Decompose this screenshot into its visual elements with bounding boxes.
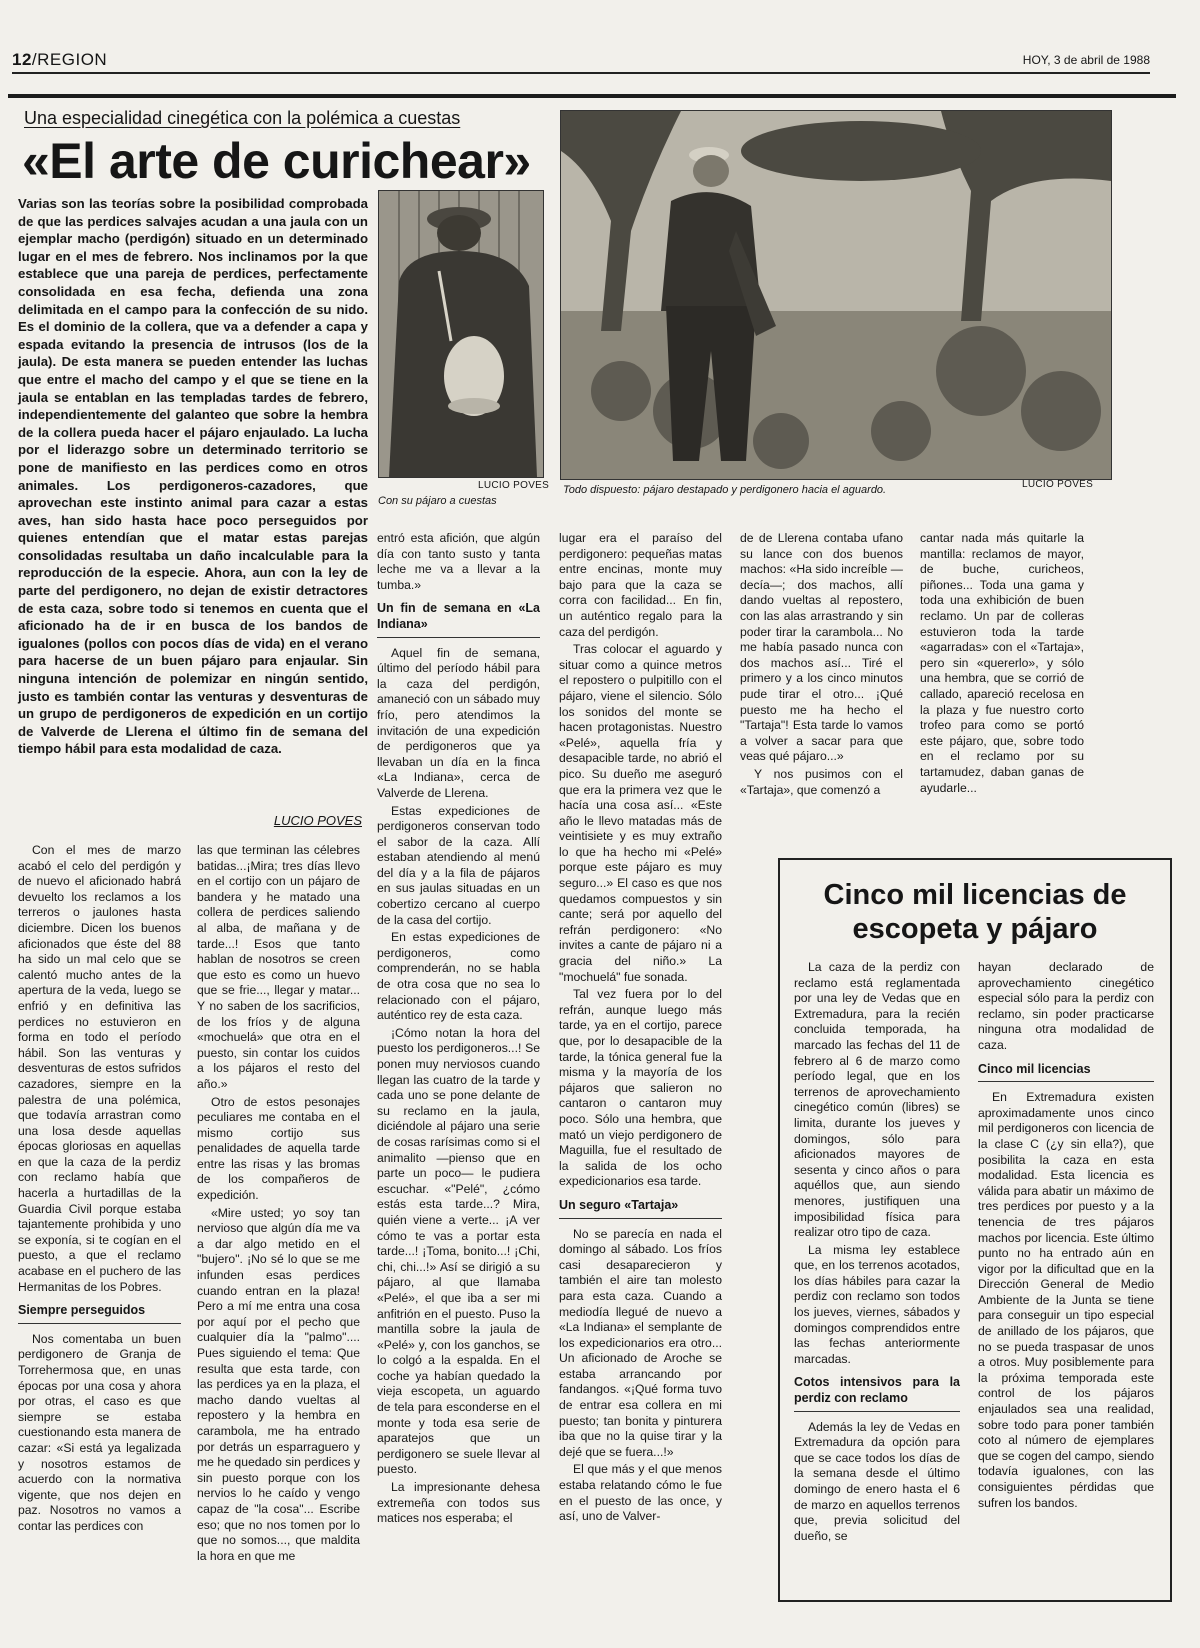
paragraph: Estas expediciones de perdigoneros conservan todo el sabor de la caza. Allí estaban atendiendo al menú del día y a la fila de pájaros en sus jaulas situadas en un cobertizo cercano al cuerpo de la casa del cortijo. <box>377 803 540 927</box>
paragraph: las que terminan las célebres batidas...¡Mira; tres días llevo en el cortijo con un pájaro de bandera y he matado una collera de perdices saliendo al alba, de mañana y de tarde...! Esos que tanto hablan de nosotros se creen que esto es como un huevo que se frie..., llegar y matar... Y no saben de los sacrificios, de los fríos y de alguna «mochuelá» que otra en el puesto, sin contar los cuidos a los pájaros el resto del año.» <box>197 843 360 1091</box>
photo-hunter-walking <box>560 110 1112 480</box>
photo1-caption: Con su pájaro a cuestas <box>378 495 497 507</box>
subhead-siempre-perseguidos: Siempre perseguidos <box>18 1303 181 1324</box>
paragraph: hayan declarado de aprovechamiento cinegético especial sólo para la perdiz con reclamo, sin poder practicarse ninguna otra modalidad de caza. <box>978 960 1154 1052</box>
paragraph: El que más y el que menos estaba relatando cómo le fue en el puesto de las once, y así, uno de Valver- <box>559 1462 722 1524</box>
top-rule <box>8 94 1176 98</box>
headline: «El arte de curichear» <box>22 133 531 189</box>
section-label <box>12 50 107 70</box>
paragraph: La misma ley establece que, en los terrenos acotados, los días hábiles para cazar la perdiz con reclamo son todos los jueves, viernes, sábados y domingos comprendidos entre las fechas anteriormente marcadas. <box>794 1242 960 1366</box>
paragraph: Tal vez fuera por lo del refrán, aunque luego más tarde, ya en el cortijo, parece que, por lo desapacible de la tarde, la tónica general fue la misma y la mayoría de los pájaros que salieron no cantaron o cantaron muy poco. Sólo una hembra, que mató un viejo perdigonero de Maguilla, fue el resultado de la salida de los ocho expedicionarios esa tarde. <box>559 987 722 1189</box>
paragraph: de de Llerena contaba ufano su lance con dos buenos machos: «Ha sido increíble —decía—; dos machos, allí dando vueltas al repostero, con las alas arrastrando y sin poder tirar la carambola... No me había pasado nunca con dos machos así... Tiré el primero y a los cinco minutos pude tirar el otro... ¡Qué puesto me ha hecho el "Tartaja"! Esta tarde lo vamos a volver a sacar para que veas qué pájaro...» <box>740 531 903 764</box>
paragraph: La impresionante dehesa extremeña con todos sus matices nos esperaba; el <box>377 1480 540 1526</box>
byline: LUCIO POVES <box>273 813 362 828</box>
subhead-cinco-mil-licencias: Cinco mil licencias <box>978 1062 1154 1083</box>
column-4 <box>559 531 722 1527</box>
paragraph: Tras colocar el aguardo y situar como a quince metros el repostero o pulpitillo con el pájaro, viene el silencio. Sólo los sonidos del monte se hacen protagonistas. Nuestro «Pelé», aquella fría y desapacible tarde, no abrió el pico. Su dueño me aseguró que era la primera vez que le hacía una cosa así... «Este año le llevo matadas más de veintisiete y es muy extraño lo que ha hecho mi «Pelé» porque este pájaro es muy seguro...» El caso es que nos quedamos compuestos y sin cante; será por aquello del refrán perdigonero: «No invites a cante de pájaro ni a gracia del niño.» La "mochuelá" fue sonada. <box>559 642 722 984</box>
subhead-tartaja: Un seguro «Tartaja» <box>559 1198 722 1219</box>
photo2-caption: Todo dispuesto: pájaro destapado y perdigonero hacia el aguardo. <box>563 484 887 496</box>
paragraph: entró esta afición, que algún día con tanto susto y tanta leche me va a llevar a la tumba.» <box>377 531 540 592</box>
paragraph: Con el mes de marzo acabó el celo del perdigón y de nuevo el aficionado habrá devuelto los reclamos a los terreros o jaulones hasta diciembre. Dicen los buenos aficionados que éste del 88 ha sido un mal celo que se calentó mucho antes de la apertura de la veda, luego se enfrió y en definitiva las perdices no estuvieron en forma en todo el período hábil. Son las venturas y desventuras de estos sufridos cazadores, siempre en la palestra de una polémica, que todavía arrastran como una losa desde aquellas épocas gloriosas en aquellas en que la caza de la perdiz con reclamo había que hacerla a hurtadillas de la Guardia Civil porque estaba tajantemente prohibida y uno se exponía, si te cogían en el puesto, a que el reclamo acabase en el puchero de las Hermanitas de los Pobres. <box>18 843 181 1294</box>
paragraph: Otro de estos pesonajes peculiares me contaba en el mismo cortijo sus penalidades de aquella tarde entre las risas y las bromas de los compañeros de expedición. <box>197 1094 360 1203</box>
paragraph: cantar nada más quitarle la mantilla: reclamos de mayor, de buche, curicheos, piñones... Toda una gama y toda una exhibición de buen reclamo. Un par de colleras estuvieron toda la tarde «agarradas» con el «Tartaja», pero sin «quererlo», y sólo una hembra, que se corrió de callado, apareció recelosa en la plaza y fue nuestro corto trofeo para como se portó este pájaro, que, sobre todo en el reclamo por su tartamudez, daban ganas de ayudarle... <box>920 531 1084 795</box>
paragraph: Además la ley de Vedas en Extremadura da opción para que se cace todos los días de la semana desde el último domingo de enero hasta el 6 de marzo en aquellos terrenos que, previa solicitud del dueño, se <box>794 1419 960 1543</box>
sidebar-column-1 <box>794 960 960 1546</box>
column-3 <box>377 531 540 1529</box>
section-name: /REGION <box>31 50 108 69</box>
paragraph: «Mire usted; yo soy tan nervioso que algún día me va a dar algo metido en el "bujero". ¡No sé lo que se me infunden esas perdices cuando entran en la plaza! Pero a mí me entra una cosa por aquí por el pecho que cualquier día la "palmo".... Pues siguiendo el tema: Que resulta que esta tarde, con las perdices ya en la plaza, el macho dando vueltas al repostero y la hembra en carambola, me ha entrado por detrás un esparraguero y me he quedado sin perdices y sin puesto porque con los nervios lo he caído y vengo capaz de "la cosa"... Escribe eso; que no nos tomen por lo que no somos..., que maldita la hora en que me <box>197 1205 360 1563</box>
subhead-la-indiana: Un fin de semana en «La Indiana» <box>377 601 540 637</box>
hunter-back-illustration <box>379 191 543 477</box>
dehesa-illustration <box>561 111 1111 479</box>
sidebar-title: Cinco mil licencias de escopeta y pájaro <box>823 879 1127 945</box>
paragraph: Y nos pusimos con el «Tartaja», que comenzó a <box>740 766 903 797</box>
masthead <box>12 50 1150 74</box>
column-6 <box>920 531 1084 798</box>
kicker: Una especialidad cinegética con la polémica a cuestas <box>24 108 461 128</box>
subhead-cotos-intensivos: Cotos intensivos para la perdiz con reclamo <box>794 1375 960 1411</box>
column-1 <box>18 843 181 1537</box>
column-5 <box>740 531 903 800</box>
paragraph: No se parecía en nada el domingo al sábado. Los fríos casi desaparecieron y también el aire tan molesto para esta caza. Cuando a mediodía llegué de nuevo a «La Indiana» el semplante de los expedicionarios era otro... Un aficionado de Aroche se estaba arrancando por fandangos. «¡Qué forma tuvo de entrar esa collera en mi puesto; tan bonita y pinturera iba que no la quise tirar y la dejé que se fuera...!» <box>559 1226 722 1459</box>
lead-text: Varias son las teorías sobre la posibilidad comprobada de que las perdices salvajes acudan a una jaula con un ejemplar macho (perdigón) situado en un determinado lugar en el mes de febrero. Nos inclinamos por la que establece que una pareja de perdices, perfectamente consolidada en esa fecha, defienda una zona delimitada en el campo para la confección de su nido. Es el dominio de la collera, que va a defender a capa y espada evitando la presencia de intrusos (los de la jaula). De esta manera se pueden entender las luchas que entre el macho del campo y el que se tiene en la jaula se entablan en las templadas tardes de febrero, independientemente del galanteo que sobre la hembra de la collera pueda hacer el pájaro enjaulado. La lucha por el liderazgo sobre un determinado territorio se pone de manifiesto en las perdices como en otros animales. Los perdigoneros-cazadores, que aprovechan este instinto animal para cazar a estas aves, han sido hasta hace poco perseguidos por quienes entendían que el matar estas parejas consolidadas resultaba un daño incalculable para la reproducción de la especie. Ahora, aun con la ley de parte del perdigonero, no dejan de existir detractores de esta caza, sobre todo si tenemos en cuenta que el aficionado ha de ir en busca de los bandos de igualones (pollos con pocos días de vida) en el verano para hacerse de un buen pájaro para enjaular. Sin ninguna intención de polemizar en ningún sentido, justo es también contar las venturas y desventuras de un grupo de perdigoneros de expedición en un cortijo de Valverde de Llerena el último fin de semana del tiempo hábil para esta modalidad de caza. <box>18 196 368 757</box>
photo1-credit: LUCIO POVES <box>478 480 550 491</box>
column-2 <box>197 843 360 1566</box>
paragraph: lugar era el paraíso del perdigonero: pequeñas matas entre encinas, monte muy bajo para que la caza se corra con facilidad... En fin, un auténtico regalo para la caza del perdigón. <box>559 531 722 639</box>
issue-date: HOY, 3 de abril de 1988 <box>1022 53 1150 67</box>
lead-paragraph <box>18 195 368 758</box>
paragraph: La caza de la perdiz con reclamo está reglamentada por una ley de Vedas que en Extremadura, para la recién concluida temporada, ha marcado las fechas del 11 de febrero al 6 de marzo como período legal, que en los terrenos de aprovechamiento cinegético común (libres) se limita, durante los jueves y domingos, sólo para aficionados mayores de sesenta y cinco años o para aquéllos que, aun siendo menores, justifiquen una imposibilidad física para realizar otro tipo de caza. <box>794 960 960 1240</box>
sidebar-box <box>778 858 1172 1602</box>
paragraph: En Extremadura existen aproximadamente unos cinco mil perdigoneros con licencia de la clase C (¿y sin ella?), que posibilita la caza en esta modalidad. Esta licencia es válida para abatir un máximo de tres perdices por puesto y a la tenencia de tres pájaros machos por licencia. Este último punto no ha entrado aún en vigor por la dificultad que en la Dirección General de Medio Ambiente de la Junta se tiene para conseguir un tipo especial de anillado de los pájaros, que no se pueda traspasar de unos a otros. Muy posiblemente para la próxima temporada este control de los pájaros enjaulados sea una realidad, sobre todo para poner también coto al número de ejemplares que se cogen del campo, siendo todavía igualones, con las consiguientes pérdidas que sufren los bandos. <box>978 1090 1154 1510</box>
paragraph: Aquel fin de semana, último del período hábil para la caza del perdigón, amaneció con un sábado muy frío, pero atendimos la invitación de una expedición de perdigoneros que ya llevaban un día en la finca «La Indiana», cerca de Valverde de Llerena. <box>377 645 540 800</box>
paragraph: Nos comentaba un buen perdigonero de Granja de Torrehermosa que, en unas épocas por una cosa y ahora por otras, el caso es que siempre se estaba cuestionando esta manera de cazar: «Si está ya legalizada y nosotros estamos de acuerdo con la normativa vigente, que nos dejen en paz. Nosotros no vamos a contar las perdices con <box>18 1331 181 1533</box>
paragraph: ¡Cómo notan la hora del puesto los perdigoneros...! Se ponen muy nerviosos cuando llegan las cuatro de la tarde y cada uno se pone delante de su reclamo en la jaula, diciéndole al pájaro una serie de cosas rarísimas como si el animalito —pienso que en parte un poco— le pudiera escuchar. «"Pelé", ¿cómo estás esta tarde...? Mira, quién viene a verte... ¡A ver cómo te vas a portar esta tarde...! ¡Toma, bonito...! ¡Chi, chi, chi...!» Así se dirigió a su pájaro, al que llamaba «Pelé», el que iba a ser mi anfitrión en el puesto. Puso la mantilla sobre la jaula de «Pelé» y, con los ganchos, se lo colgó a la espalda. En el coche ya habían quedado la vieja escopeta, un aguardo de tela para esconderse en el monte y toda esa serie de aparatejos que un perdigonero se suele llevar al puesto. <box>377 1025 540 1477</box>
sidebar-column-2 <box>978 960 1154 1513</box>
page-number: 12 <box>12 50 32 69</box>
photo-hunter-back <box>378 190 544 478</box>
photo2-credit: LUCIO POVES <box>1022 479 1094 490</box>
paragraph: En estas expediciones de perdigoneros, como comprenderán, no se habla de otra cosa que no sea lo relacionado con el pájaro, auténtico rey de esta caza. <box>377 930 540 1023</box>
